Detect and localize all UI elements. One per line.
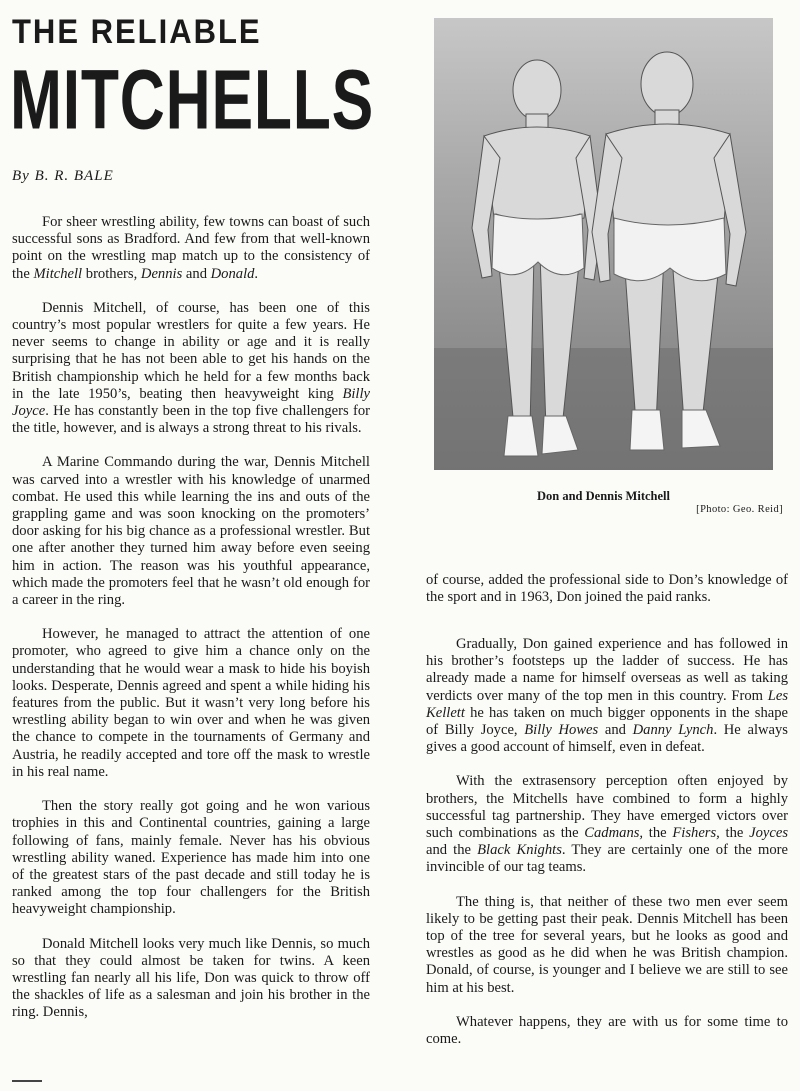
article-paragraph: of course, added the professional side to Don’s knowledge of the sport and in 1963, Don joined the paid ranks. [426, 572, 788, 606]
article-paragraph: Then the story really got going and he won various trophies in this and Continental countries, gaining a large following of fans, mainly female. Never has his obvious wrestling ability waned. Experience has made him into one of the greatest stars of the past decade and still today he is ranked among the top four challengers for the British heavyweight championship. [12, 798, 370, 918]
article-paragraph: The thing is, that neither of these two men ever seem likely to be getting past their peak. Dennis Mitchell has been top of the tree for several years, but he looks as good and wrestles as good as he did when he was British champion. Donald, of course, is younger and I believe we are still to see him at his best. [426, 893, 788, 996]
article-paragraph: Dennis Mitchell, of course, has been one of this country’s most popular wrestlers for quite a few years. He never seems to change in ability or age and it is really surprising that he has not been able to get his hands on the British championship which he held for a few months back in the late 1950’s, beating then heavyweight king Billy Joyce. He has constantly been in the top five challengers for the title, however, and is always a strong threat to his rivals. [12, 299, 370, 437]
article-paragraph: Whatever happens, they are with us for some time to come. [426, 1013, 788, 1048]
right-column [426, 636, 788, 1065]
page-title: MITCHELLS [10, 52, 375, 147]
wrestlers-illustration [434, 18, 773, 470]
italic-name: Cadmans, [584, 825, 644, 842]
article-paragraph: Donald Mitchell looks very much like Dennis, so much so that they could almost be taken for twins. A keen wrestling fan nearly all his life, Don was quick to throw off the shackles of life as a salesman and join his brother in the ring. Dennis, [12, 935, 370, 1021]
left-column [12, 214, 370, 1039]
title-line-1: THE RELIABLE [12, 12, 262, 51]
italic-name: Black Knights [477, 842, 562, 859]
wrestlers-photo [434, 18, 773, 470]
byline: By B. R. BALE [12, 168, 114, 184]
italic-name: Billy Joyce [12, 385, 370, 420]
article-paragraph: However, he managed to attract the attention of one promoter, who agreed to give him a chance only on the understanding that he would wear a mask to hide his boyish looks. Desperate, Dennis agreed and spent a while hiding his features from the public. But it wasn’t very long before his wrestling ability began to win over and when he was given the chance to compete in the tournaments of Germany and Austria, he readily accepted and tore off the mask to wrestle in his real name. [12, 626, 370, 780]
italic-name: Mitchell [33, 265, 83, 282]
article-paragraph: For sheer wrestling ability, few towns can boast of such successful sons as Bradford. And few from that well-known point on the wrestling map match up to the consistency of the Mitchell brothers, Dennis and Donald. [12, 214, 370, 282]
right-column-continuation [426, 572, 788, 623]
article-paragraph: A Marine Commando during the war, Dennis Mitchell was carved into a wrestler with his knowledge of unarmed combat. He used this while learning the ins and outs of the grappling game and was soon knocking on the promoters’ door asking for his big chance as a professional wrestler. But one after another they turned him away before even seeing him in action. The reason was his youthful appearance, which made the promoters feel that he wasn’t old enough for a career in the ring. [12, 454, 370, 609]
photo-credit: [Photo: Geo. Reid] [696, 504, 783, 515]
photo-caption: Don and Dennis Mitchell [536, 489, 670, 503]
italic-name: Joyces [749, 825, 788, 842]
italic-name: Dennis [140, 265, 183, 282]
article-paragraph: With the extrasensory perception often enjoyed by brothers, the Mitchells have combined to form a highly successful tag partnership. They have emerged victors over such combinations as the Cadmans, the Fishers, the Joyces and the Black Knights. They are certainly one of the more invincible of our tag teams. [426, 773, 788, 876]
italic-name: Fishers, [672, 825, 720, 842]
footer-rule [12, 1080, 42, 1086]
italic-name: Danny Lynch [632, 722, 714, 739]
italic-name: Donald [210, 265, 255, 282]
italic-name: Les Kellett [426, 687, 788, 721]
italic-name: Billy Howes [524, 722, 599, 739]
article-paragraph: Gradually, Don gained experience and has followed in his brother’s footsteps up the ladder of success. He has already made a name for himself overseas as well as taking verdicts over many of the top men in this country. From Les Kellett he has taken on much bigger opponents in the shape of Billy Joyce, Billy Howes and Danny Lynch. He always gives a good account of himself, even in defeat. [426, 636, 788, 756]
